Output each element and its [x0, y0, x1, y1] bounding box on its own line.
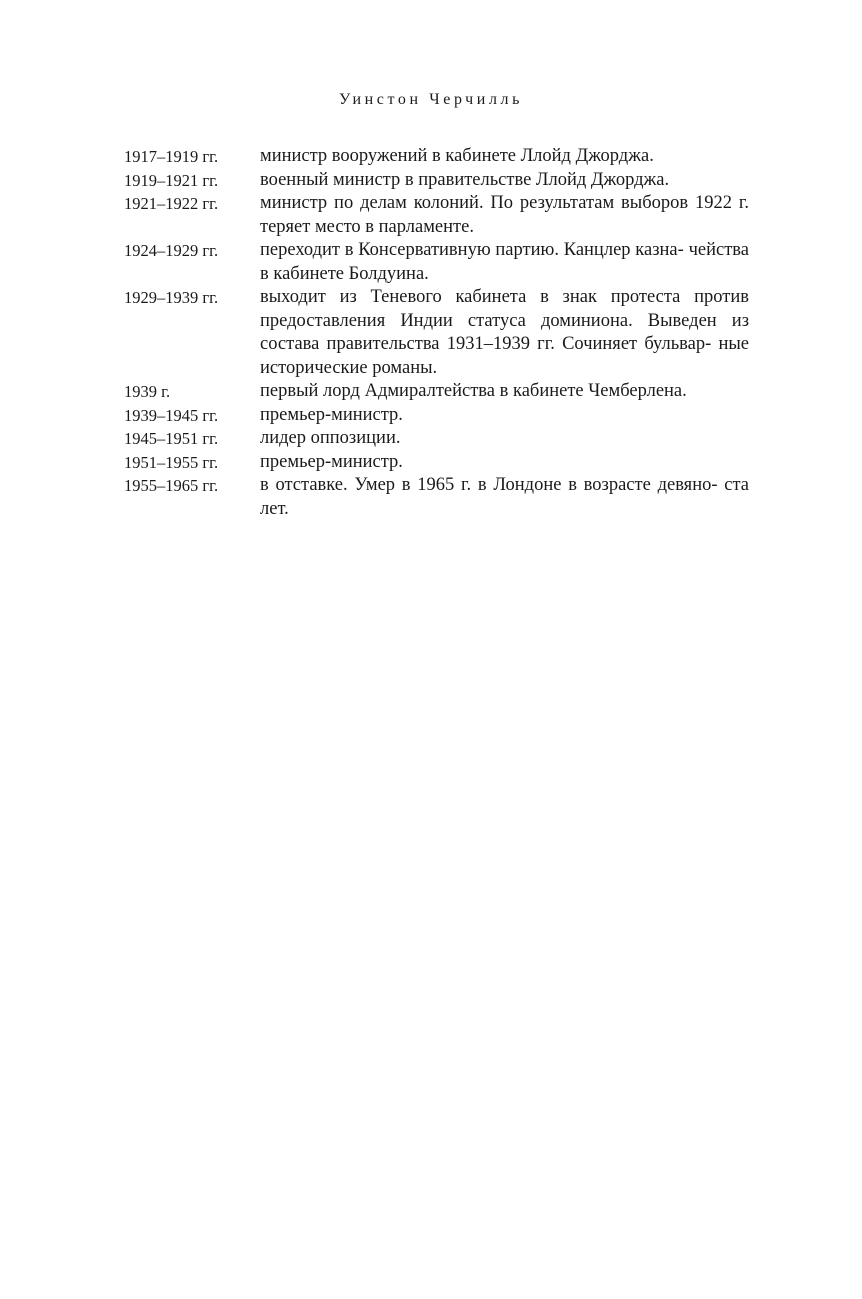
entry-date: 1951–1955 гг.: [124, 452, 219, 472]
description-line: лидер оппозиции.: [260, 428, 401, 448]
entry-date: 1939–1945 гг.: [124, 405, 219, 425]
entry-date: 1924–1929 гг.: [124, 241, 219, 260]
description-line: премьер-министр.: [260, 451, 403, 472]
description-line: премьер-министр.: [260, 404, 403, 425]
description-line: министр по делам колоний. По результатам выборов: [260, 193, 689, 213]
entry-description: [260, 427, 749, 451]
timeline-list: [124, 145, 749, 521]
entry-description: [260, 380, 749, 404]
entry-date: 1955–1965 гг.: [124, 476, 219, 495]
entry-date: 1929–1939 гг.: [124, 288, 219, 307]
entry-date: 1945–1951 гг.: [124, 429, 219, 448]
description-line: предоставления Индии статуса доминиона. Выведен: [260, 310, 717, 331]
description-line: министр вооружений в кабинете Ллойд Джорджа.: [260, 146, 654, 166]
entry-description: [260, 404, 749, 428]
description-line: из состава правительства 1931–1939 гг. Сочиняет бульвар-: [260, 310, 750, 354]
entry-date: 1919–1921 гг.: [124, 170, 219, 190]
timeline-entry: [124, 286, 749, 380]
timeline-entry: [124, 169, 749, 193]
timeline-entry: [124, 427, 749, 451]
entry-description: [260, 474, 749, 521]
running-head: Уинстон Черчилль: [338, 91, 524, 108]
description-line: ные исторические романы.: [260, 334, 749, 378]
timeline-entry: [124, 192, 749, 239]
entry-description: [260, 286, 749, 380]
timeline-entry: [124, 451, 749, 475]
description-line: выходит из Теневого кабинета в знак протеста против: [260, 287, 749, 307]
description-line: в отставке. Умер в 1965 г. в Лондоне в возрасте девяно-: [260, 475, 718, 495]
entry-description: [260, 145, 749, 169]
timeline-entry: [124, 404, 749, 428]
entry-description: [260, 169, 749, 193]
description-line: 1922 г. теряет место в парламенте.: [260, 193, 749, 237]
timeline-entry: [124, 474, 749, 521]
entry-date: 1921–1922 гг.: [124, 194, 219, 213]
description-line: чейства в кабинете Болдуина.: [260, 240, 749, 284]
timeline-entry: [124, 239, 749, 286]
timeline-entry: [124, 380, 749, 404]
entry-date: 1917–1919 гг.: [124, 147, 219, 166]
entry-description: [260, 451, 749, 475]
entry-description: [260, 192, 749, 239]
description-line: переходит в Консервативную партию. Канцлер казна-: [260, 240, 684, 260]
entry-date: 1939 г.: [124, 382, 171, 401]
timeline-entry: [124, 145, 749, 169]
entry-description: [260, 239, 749, 286]
description-line: первый лорд Адмиралтейства в кабинете Чемберлена.: [260, 381, 687, 401]
description-line: ста лет.: [260, 475, 750, 519]
description-line: военный министр в правительстве Ллойд Джорджа.: [260, 169, 670, 190]
